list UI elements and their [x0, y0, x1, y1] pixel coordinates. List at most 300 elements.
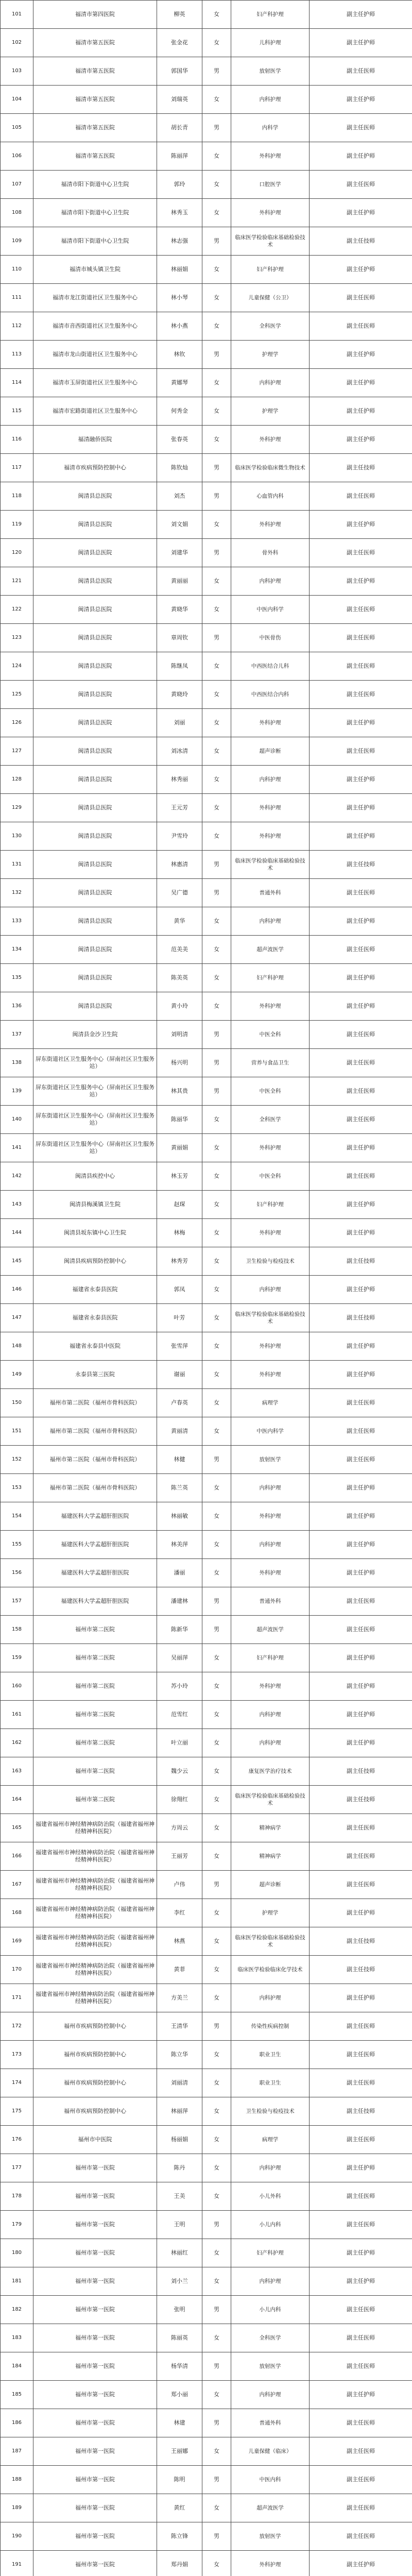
cell-number: 141 — [1, 1134, 33, 1162]
cell-unit: 福州市第一医院 — [33, 2352, 157, 2381]
cell-number: 123 — [1, 624, 33, 652]
cell-profession: 外科护理 — [231, 199, 310, 227]
cell-unit: 福州市第一医院 — [33, 2324, 157, 2352]
cell-title: 副主任护师 — [310, 369, 412, 397]
cell-number: 186 — [1, 2409, 33, 2437]
cell-name: 林丽娟 — [157, 256, 202, 284]
table-row — [1, 737, 412, 766]
cell-unit: 闽清县总医院 — [33, 964, 157, 992]
table-row — [1, 2126, 412, 2154]
cell-unit: 福建省福州市神经精神病防治院（福建省福州神经精神科医院） — [33, 1871, 157, 1899]
table-row — [1, 2551, 412, 2576]
cell-profession: 外科护理 — [231, 426, 310, 454]
cell-title: 副主任护师 — [310, 1672, 412, 1701]
cell-title: 副主任医师 — [310, 2069, 412, 2097]
cell-sex: 女 — [202, 1474, 231, 1502]
cell-name: 赵琛 — [157, 1191, 202, 1219]
cell-unit: 福建医科大学孟超肝胆医院 — [33, 1531, 157, 1559]
cell-sex: 女 — [202, 1219, 231, 1247]
cell-number: 105 — [1, 114, 33, 142]
cell-sex: 女 — [202, 2097, 231, 2126]
cell-name: 刘丽清 — [157, 2069, 202, 2097]
cell-sex: 女 — [202, 1842, 231, 1871]
cell-sex: 女 — [202, 1559, 231, 1587]
cell-number: 167 — [1, 1871, 33, 1899]
table-row — [1, 1984, 412, 2012]
cell-unit: 闽清县金沙卫生院 — [33, 1021, 157, 1049]
table-row — [1, 312, 412, 341]
table-row — [1, 1871, 412, 1899]
cell-number: 106 — [1, 142, 33, 171]
cell-profession: 临床医学检验临床化学技术 — [231, 1956, 310, 1984]
cell-unit: 福清市音西街道社区卫生服务中心 — [33, 312, 157, 341]
table-row — [1, 624, 412, 652]
cell-name: 林小燕 — [157, 312, 202, 341]
cell-number: 157 — [1, 1587, 33, 1616]
cell-sex: 女 — [202, 426, 231, 454]
cell-title: 副主任技师 — [310, 1927, 412, 1956]
cell-profession: 儿科护理 — [231, 29, 310, 57]
cell-name: 黄菲 — [157, 1956, 202, 1984]
cell-sex: 女 — [202, 1701, 231, 1729]
cell-unit: 福建省永泰县中医院 — [33, 1332, 157, 1361]
cell-profession: 职业卫生 — [231, 2069, 310, 2097]
cell-sex: 女 — [202, 822, 231, 851]
cell-number: 133 — [1, 907, 33, 936]
table-row — [1, 1502, 412, 1531]
cell-sex: 女 — [202, 142, 231, 171]
cell-name: 刘明清 — [157, 1021, 202, 1049]
cell-sex: 女 — [202, 2069, 231, 2097]
cell-profession: 内科护理 — [231, 1729, 310, 1757]
cell-name: 吴广德 — [157, 879, 202, 907]
cell-sex: 女 — [202, 1984, 231, 2012]
cell-title: 副主任护师 — [310, 426, 412, 454]
table-row — [1, 2522, 412, 2551]
cell-title: 副主任医师 — [310, 1587, 412, 1616]
cell-unit: 福州市第一医院 — [33, 2239, 157, 2267]
cell-title: 副主任护师 — [310, 29, 412, 57]
cell-number: 182 — [1, 2296, 33, 2324]
cell-unit: 福州市第二医院 — [33, 1644, 157, 1672]
cell-unit: 福州市第一医院 — [33, 2267, 157, 2296]
cell-sex: 男 — [202, 2409, 231, 2437]
cell-sex: 女 — [202, 256, 231, 284]
cell-sex: 男 — [202, 1871, 231, 1899]
table-row — [1, 794, 412, 822]
cell-name: 陈立华 — [157, 2041, 202, 2069]
cell-profession: 临床医学检验临床基础检验技术 — [231, 1786, 310, 1814]
cell-sex: 女 — [202, 2239, 231, 2267]
cell-unit: 福州市第二医院 — [33, 1757, 157, 1786]
cell-unit: 福清市阳下街道中心卫生院 — [33, 199, 157, 227]
cell-name: 林建 — [157, 2409, 202, 2437]
cell-unit: 闽清县总医院 — [33, 511, 157, 539]
cell-name: 潘丽 — [157, 1559, 202, 1587]
cell-sex: 女 — [202, 596, 231, 624]
cell-title: 副主任医师 — [310, 1021, 412, 1049]
cell-profession: 精神病学 — [231, 1842, 310, 1871]
cell-number: 171 — [1, 1984, 33, 2012]
table-row — [1, 1247, 412, 1276]
table-row — [1, 227, 412, 256]
cell-number: 114 — [1, 369, 33, 397]
cell-profession: 全科医学 — [231, 2324, 310, 2352]
cell-name: 郭国华 — [157, 57, 202, 86]
table-row — [1, 567, 412, 596]
cell-name: 黄晓玲 — [157, 681, 202, 709]
cell-profession: 外科护理 — [231, 709, 310, 737]
cell-sex: 男 — [202, 57, 231, 86]
cell-unit: 福建医科大学孟超肝胆医院 — [33, 1559, 157, 1587]
cell-sex: 女 — [202, 2154, 231, 2182]
cell-unit: 闽清县总医院 — [33, 851, 157, 879]
cell-title: 副主任医师 — [310, 171, 412, 199]
cell-profession: 放射医学 — [231, 2352, 310, 2381]
cell-unit: 闽清县总医院 — [33, 624, 157, 652]
cell-profession: 内科护理 — [231, 369, 310, 397]
table-row — [1, 964, 412, 992]
cell-name: 陈明 — [157, 2466, 202, 2494]
cell-name: 林燕 — [157, 1927, 202, 1956]
cell-unit: 福州市第一医院 — [33, 2296, 157, 2324]
cell-unit: 福建省永泰县医院 — [33, 1276, 157, 1304]
cell-number: 112 — [1, 312, 33, 341]
cell-title: 副主任医师 — [310, 936, 412, 964]
cell-profession: 中医内科学 — [231, 596, 310, 624]
cell-title: 副主任护师 — [310, 1, 412, 29]
cell-unit: 闽清县总医院 — [33, 681, 157, 709]
table-row — [1, 1814, 412, 1842]
cell-unit: 闽清县坂东镇中心卫生院 — [33, 1219, 157, 1247]
cell-profession: 妇产科护理 — [231, 964, 310, 992]
cell-title: 副主任医师 — [310, 2012, 412, 2041]
cell-unit: 福建省福州市神经精神病防治院（福建省福州神经精神科医院） — [33, 1842, 157, 1871]
cell-number: 104 — [1, 86, 33, 114]
cell-sex: 女 — [202, 1644, 231, 1672]
cell-profession: 妇产科护理 — [231, 256, 310, 284]
cell-sex: 女 — [202, 567, 231, 596]
cell-unit: 福清市疾病预防控制中心 — [33, 454, 157, 482]
cell-name: 陈美英 — [157, 964, 202, 992]
cell-number: 131 — [1, 851, 33, 879]
cell-profession: 外科护理 — [231, 1134, 310, 1162]
table-row — [1, 1842, 412, 1871]
cell-number: 116 — [1, 426, 33, 454]
cell-name: 李红 — [157, 1899, 202, 1927]
cell-sex: 女 — [202, 1927, 231, 1956]
cell-profession: 放射医学 — [231, 1446, 310, 1474]
cell-sex: 女 — [202, 2267, 231, 2296]
table-row — [1, 1332, 412, 1361]
cell-sex: 女 — [202, 652, 231, 681]
cell-title: 副主任护师 — [310, 256, 412, 284]
cell-name: 陈钦灿 — [157, 454, 202, 482]
cell-sex: 女 — [202, 29, 231, 57]
cell-number: 181 — [1, 2267, 33, 2296]
cell-unit: 福建省福州市神经精神病防治院（福建省福州神经精神科医院） — [33, 1899, 157, 1927]
cell-name: 林小琴 — [157, 284, 202, 312]
cell-sex: 男 — [202, 1077, 231, 1106]
cell-name: 陈兰英 — [157, 1474, 202, 1502]
cell-unit: 福州市第二医院 — [33, 1701, 157, 1729]
cell-unit: 闽清县总医院 — [33, 794, 157, 822]
cell-number: 173 — [1, 2041, 33, 2069]
cell-profession: 内科护理 — [231, 1276, 310, 1304]
table-row — [1, 992, 412, 1021]
cell-profession: 病理学 — [231, 2126, 310, 2154]
cell-title: 副主任医师 — [310, 2324, 412, 2352]
cell-profession: 超声波医学 — [231, 936, 310, 964]
cell-number: 150 — [1, 1389, 33, 1417]
table-row — [1, 1956, 412, 1984]
cell-name: 黄娜琴 — [157, 369, 202, 397]
cell-number: 176 — [1, 2126, 33, 2154]
table-row — [1, 2352, 412, 2381]
cell-number: 120 — [1, 539, 33, 567]
cell-name: 叶立丽 — [157, 1729, 202, 1757]
cell-number: 188 — [1, 2466, 33, 2494]
table-row — [1, 1701, 412, 1729]
cell-sex: 女 — [202, 312, 231, 341]
cell-sex: 女 — [202, 199, 231, 227]
cell-title: 副主任护师 — [310, 1134, 412, 1162]
cell-number: 179 — [1, 2211, 33, 2239]
cell-unit: 屏东街道社区卫生服务中心（屏南社区卫生服务站） — [33, 1049, 157, 1077]
cell-title: 副主任护师 — [310, 2381, 412, 2409]
cell-unit: 福州市第一医院 — [33, 2522, 157, 2551]
cell-unit: 闽清县总医院 — [33, 737, 157, 766]
cell-title: 副主任护师 — [310, 822, 412, 851]
cell-number: 140 — [1, 1106, 33, 1134]
cell-sex: 男 — [202, 341, 231, 369]
cell-title: 副主任技师 — [310, 227, 412, 256]
cell-unit: 福州市第二医院 — [33, 1786, 157, 1814]
cell-sex: 女 — [202, 794, 231, 822]
cell-number: 158 — [1, 1616, 33, 1644]
cell-profession: 卫生检验与检疫技术 — [231, 2097, 310, 2126]
cell-unit: 福清市第五医院 — [33, 57, 157, 86]
cell-sex: 女 — [202, 2381, 231, 2409]
cell-name: 张明 — [157, 2296, 202, 2324]
cell-name: 林秀丽 — [157, 766, 202, 794]
cell-sex: 男 — [202, 879, 231, 907]
cell-sex: 女 — [202, 1276, 231, 1304]
cell-title: 副主任医师 — [310, 1106, 412, 1134]
cell-profession: 精神病学 — [231, 1814, 310, 1842]
cell-name: 林秀玉 — [157, 199, 202, 227]
cell-sex: 女 — [202, 1786, 231, 1814]
cell-profession: 内科护理 — [231, 567, 310, 596]
cell-unit: 福清市第五医院 — [33, 29, 157, 57]
cell-name: 林丽敏 — [157, 1502, 202, 1531]
cell-unit: 福州市疾病预防控制中心 — [33, 2097, 157, 2126]
cell-name: 尹雪玲 — [157, 822, 202, 851]
table-row — [1, 1644, 412, 1672]
cell-title: 副主任医师 — [310, 652, 412, 681]
cell-title: 副主任医师 — [310, 1077, 412, 1106]
cell-name: 陈立锋 — [157, 2522, 202, 2551]
cell-sex: 女 — [202, 1672, 231, 1701]
cell-profession: 中西医结合内科 — [231, 681, 310, 709]
table-row — [1, 681, 412, 709]
cell-unit: 福建省福州市神经精神病防治院（福建省福州神经精神科医院） — [33, 1814, 157, 1842]
cell-title: 副主任医师 — [310, 1446, 412, 1474]
table-row — [1, 397, 412, 426]
cell-title: 副主任护师 — [310, 1899, 412, 1927]
cell-name: 张金花 — [157, 29, 202, 57]
cell-unit: 福州市第二医院（福州市骨科医院） — [33, 1474, 157, 1502]
cell-name: 黄丽清 — [157, 1417, 202, 1446]
cell-name: 林丽红 — [157, 2239, 202, 2267]
cell-name: 刘小兰 — [157, 2267, 202, 2296]
cell-unit: 闽清县总医院 — [33, 992, 157, 1021]
table-row — [1, 2239, 412, 2267]
cell-title: 副主任护师 — [310, 1559, 412, 1587]
cell-unit: 福清市第五医院 — [33, 142, 157, 171]
cell-name: 黄丽丽 — [157, 567, 202, 596]
cell-profession: 护理学 — [231, 341, 310, 369]
cell-name: 陈新华 — [157, 1616, 202, 1644]
cell-profession: 儿童保健（公卫） — [231, 284, 310, 312]
cell-number: 126 — [1, 709, 33, 737]
cell-number: 117 — [1, 454, 33, 482]
cell-profession: 外科护理 — [231, 1559, 310, 1587]
cell-profession: 放射医学 — [231, 57, 310, 86]
cell-name: 叶芳 — [157, 1304, 202, 1332]
cell-name: 林其贵 — [157, 1077, 202, 1106]
table-row — [1, 1134, 412, 1162]
cell-profession: 外科护理 — [231, 1672, 310, 1701]
cell-sex: 男 — [202, 454, 231, 482]
table-row — [1, 2041, 412, 2069]
cell-name: 林丽萍 — [157, 2097, 202, 2126]
cell-title: 副主任医师 — [310, 1049, 412, 1077]
cell-number: 146 — [1, 1276, 33, 1304]
cell-sex: 女 — [202, 2182, 231, 2211]
table-row — [1, 2211, 412, 2239]
cell-number: 159 — [1, 1644, 33, 1672]
cell-number: 148 — [1, 1332, 33, 1361]
cell-title: 副主任护师 — [310, 2239, 412, 2267]
cell-title: 副主任护师 — [310, 86, 412, 114]
cell-name: 林梅 — [157, 1219, 202, 1247]
cell-title: 副主任医师 — [310, 57, 412, 86]
cell-sex: 女 — [202, 1729, 231, 1757]
cell-number: 118 — [1, 482, 33, 511]
cell-sex: 女 — [202, 992, 231, 1021]
cell-name: 林秀芳 — [157, 1247, 202, 1276]
table-row — [1, 86, 412, 114]
cell-title: 副主任护师 — [310, 199, 412, 227]
cell-number: 180 — [1, 2239, 33, 2267]
cell-sex: 男 — [202, 482, 231, 511]
cell-unit: 福州市第二医院 — [33, 1729, 157, 1757]
cell-unit: 屏东街道社区卫生服务中心（屏南社区卫生服务站） — [33, 1106, 157, 1134]
cell-profession: 内科护理 — [231, 907, 310, 936]
cell-name: 刘建华 — [157, 539, 202, 567]
cell-title: 副主任医师 — [310, 312, 412, 341]
cell-sex: 女 — [202, 964, 231, 992]
cell-name: 陈丽萍 — [157, 142, 202, 171]
table-row — [1, 1021, 412, 1049]
cell-number: 163 — [1, 1757, 33, 1786]
cell-name: 王美 — [157, 2182, 202, 2211]
table-row — [1, 539, 412, 567]
cell-profession: 外科护理 — [231, 1502, 310, 1531]
cell-sex: 女 — [202, 1247, 231, 1276]
cell-number: 149 — [1, 1361, 33, 1389]
cell-profession: 妇产科护理 — [231, 1191, 310, 1219]
cell-number: 184 — [1, 2352, 33, 2381]
cell-sex: 女 — [202, 1389, 231, 1417]
cell-title: 副主任护师 — [310, 907, 412, 936]
cell-name: 林美萍 — [157, 1531, 202, 1559]
table-row — [1, 2324, 412, 2352]
cell-number: 135 — [1, 964, 33, 992]
cell-name: 郭玲 — [157, 171, 202, 199]
table-row — [1, 256, 412, 284]
cell-profession: 放射医学 — [231, 2522, 310, 2551]
cell-name: 林志强 — [157, 227, 202, 256]
cell-sex: 男 — [202, 2012, 231, 2041]
cell-profession: 护理学 — [231, 1899, 310, 1927]
cell-number: 132 — [1, 879, 33, 907]
cell-number: 162 — [1, 1729, 33, 1757]
table-row — [1, 1389, 412, 1417]
cell-unit: 福州市第二医院（福州市骨科医院） — [33, 1446, 157, 1474]
cell-profession: 妇产科护理 — [231, 1644, 310, 1672]
cell-profession: 外科护理 — [231, 511, 310, 539]
cell-number: 183 — [1, 2324, 33, 2352]
table-row — [1, 1077, 412, 1106]
cell-profession: 小儿内科 — [231, 2296, 310, 2324]
table-row — [1, 879, 412, 907]
cell-number: 121 — [1, 567, 33, 596]
cell-name: 陈丹 — [157, 2154, 202, 2182]
cell-unit: 福州市第一医院 — [33, 2437, 157, 2466]
cell-title: 副主任护师 — [310, 709, 412, 737]
roster-body — [1, 1, 412, 2576]
cell-profession: 临床医学检验临床基础检验技术 — [231, 227, 310, 256]
cell-number: 164 — [1, 1786, 33, 1814]
cell-sex: 女 — [202, 511, 231, 539]
cell-unit: 福州市第二医院 — [33, 1672, 157, 1701]
cell-profession: 外科护理 — [231, 822, 310, 851]
cell-profession: 临床医学检验临床基础检验技术 — [231, 1304, 310, 1332]
cell-profession: 超声诊断 — [231, 1871, 310, 1899]
cell-number: 111 — [1, 284, 33, 312]
cell-title: 副主任医师 — [310, 624, 412, 652]
cell-name: 范雪红 — [157, 1701, 202, 1729]
table-row — [1, 1, 412, 29]
cell-number: 142 — [1, 1162, 33, 1191]
cell-title: 副主任医师 — [310, 539, 412, 567]
cell-sex: 女 — [202, 2324, 231, 2352]
cell-unit: 闽清县总医院 — [33, 482, 157, 511]
cell-title: 副主任技师 — [310, 1956, 412, 1984]
cell-name: 黄华 — [157, 907, 202, 936]
cell-number: 154 — [1, 1502, 33, 1531]
cell-unit: 屏东街道社区卫生服务中心（屏南社区卫生服务站） — [33, 1134, 157, 1162]
cell-number: 110 — [1, 256, 33, 284]
cell-sex: 女 — [202, 681, 231, 709]
table-row — [1, 1219, 412, 1247]
table-row — [1, 454, 412, 482]
cell-name: 陈继凤 — [157, 652, 202, 681]
cell-number: 134 — [1, 936, 33, 964]
cell-number: 174 — [1, 2069, 33, 2097]
